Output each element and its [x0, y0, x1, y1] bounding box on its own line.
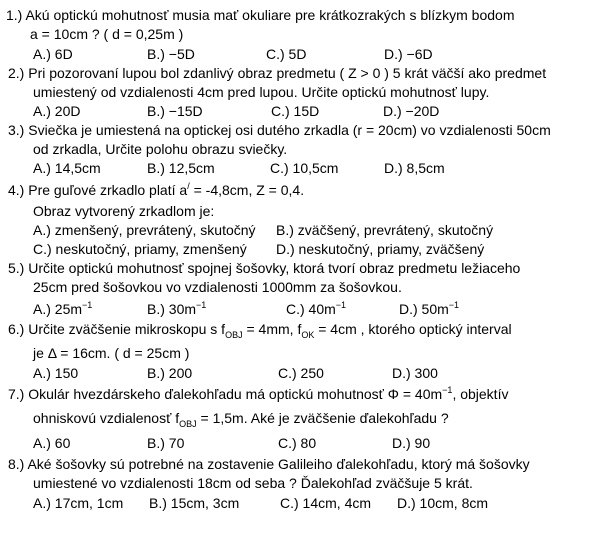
question-7-text-line-2: [33, 409, 449, 427]
question-6-text-part-1: 6.) Určite zväčšenie mikroskopu s f: [8, 321, 226, 337]
question-6-text-line-1: [8, 320, 512, 338]
question-5-option-a-label: A.) 25m: [33, 301, 83, 317]
question-1-text-line-1: 1.) Akú optickú mohutnosť musia mať okuliare pre krátkozrakých s blízkym bodom: [6, 7, 515, 23]
question-8-option-a: A.) 17cm, 1cm: [33, 495, 124, 511]
question-2-option-a: A.) 20D: [33, 103, 81, 119]
question-3-option-c: C.) 10,5cm: [270, 160, 339, 176]
question-5-option-d-label: D.) 50m: [399, 301, 449, 317]
question-6-text-part-2: = 4mm, f: [242, 321, 302, 337]
question-4-option-b: B.) zväčšený, prevrátený, skutočný: [276, 222, 494, 238]
question-5-text-line-1: 5.) Určite optickú mohutnosť spojnej šošovky, ktorá tvorí obraz predmetu ležiaceho: [8, 260, 521, 276]
question-6-option-c: C.) 250: [278, 365, 324, 381]
question-2-text-line-2: umiestený od vzdialenosti 4cm pred lupou. Určite optickú mohutnosť lupy.: [33, 84, 490, 100]
question-2-option-b: B.) −15D: [147, 103, 203, 119]
question-4-text-part-2: = -4,8cm, Z = 0,4.: [189, 182, 305, 198]
question-8-text-line-1: 8.) Aké šošovky sú potrebné na zostavenie Galileiho ďalekohľadu, ktorý má šošovky: [8, 456, 530, 472]
question-1-option-a: A.) 6D: [33, 46, 73, 62]
question-7-text-part-2: , objektív: [452, 386, 509, 402]
question-1-text-line-2: a = 10cm ? ( d = 0,25m ): [30, 26, 184, 42]
question-6-subscript-obj: OBJ: [225, 330, 243, 340]
question-7-subscript-obj: OBJ: [179, 419, 197, 429]
question-8-option-d: D.) 10cm, 8cm: [397, 495, 489, 511]
question-3-text-line-2: od zrkadla, Určite polohu obrazu sviečky.: [33, 141, 288, 157]
question-5-option-c-label: C.) 40m: [286, 301, 336, 317]
question-5-text-line-2: 25cm pred šošovkou vo vzdialenosti 1000mm za šošovkou.: [33, 279, 402, 295]
question-5-option-b: [147, 300, 206, 318]
question-3-option-a: A.) 14,5cm: [33, 160, 101, 176]
question-4-text-part-1: 4.) Pre guľové zrkadlo platí a: [8, 182, 188, 198]
question-1-option-d: D.) −6D: [384, 46, 433, 62]
question-8-option-c: C.) 14cm, 4cm: [280, 495, 372, 511]
question-5-option-a-exponent: −1: [82, 300, 93, 310]
question-6-text-line-2: je Δ = 16cm. ( d = 25cm ): [33, 345, 190, 361]
question-6-option-b: B.) 200: [147, 365, 193, 381]
question-4-text-line-2: Obraz vytvorený zrkadlom je:: [33, 203, 215, 219]
question-7-option-c: C.) 80: [278, 435, 317, 451]
question-4-prime-mark: /: [187, 181, 190, 191]
question-4-option-c: C.) neskutočný, priamy, zmenšený: [33, 241, 247, 257]
question-5-option-d-exponent: −1: [448, 300, 460, 310]
question-6-subscript-ok: OK: [301, 330, 315, 340]
question-6-text-part-3: = 4cm , ktorého optický interval: [314, 321, 512, 337]
question-6-option-d: D.) 300: [392, 365, 438, 381]
question-4-text-line-1: [8, 181, 304, 199]
question-7-text-part-4: = 1,5m. Aké je zväčšenie ďalekohľadu ?: [196, 410, 449, 426]
question-7-option-d: D.) 90: [392, 435, 431, 451]
question-5-option-c: [286, 300, 346, 318]
question-2-text-line-1: 2.) Pri pozorovaní lupou bol zdanlivý obraz predmetu ( Z > 0 ) 5 krát väčší ako predmet: [8, 65, 547, 81]
question-1-option-c: C.) 5D: [266, 46, 307, 62]
question-3-option-b: B.) 12,5cm: [147, 160, 215, 176]
question-3-text-line-1: 3.) Sviečka je umiestená na optickej osi dutého zrkadla (r = 20cm) vo vzdialenosti 50cm: [8, 122, 551, 138]
question-7-exponent: −1: [442, 385, 453, 395]
question-5-option-b-exponent: −1: [196, 300, 207, 310]
question-5-option-d: [399, 300, 459, 318]
question-1-option-b: B.) −5D: [147, 46, 195, 62]
question-7-text-part-1: 7.) Okulár hvezdárskeho ďalekohľadu má optickú mohutnosť Φ = 40m: [8, 386, 443, 402]
question-7-text-part-3: ohniskovú vzdialenosť f: [33, 410, 180, 426]
question-5-option-b-label: B.) 30m: [147, 301, 197, 317]
question-6-option-a: A.) 150: [33, 365, 79, 381]
question-4-option-d: D.) neskutočný, priamy, zväčšený: [276, 241, 485, 257]
question-5-option-a: [33, 300, 92, 318]
question-7-text-line-1: [8, 385, 508, 403]
question-2-option-d: D.) −20D: [383, 103, 440, 119]
question-5-option-c-exponent: −1: [335, 300, 347, 310]
question-7-option-a: A.) 60: [33, 435, 71, 451]
question-8-text-line-2: umiestené vo vzdialenosti 18cm od seba ? Ďalekohľad zväčšuje 5 krát.: [33, 475, 473, 491]
question-8-option-b: B.) 15cm, 3cm: [149, 495, 240, 511]
question-3-option-d: D.) 8,5cm: [384, 160, 445, 176]
question-2-option-c: C.) 15D: [271, 103, 320, 119]
question-7-option-b: B.) 70: [147, 435, 185, 451]
question-4-option-a: A.) zmenšený, prevrátený, skutočný: [33, 222, 256, 238]
